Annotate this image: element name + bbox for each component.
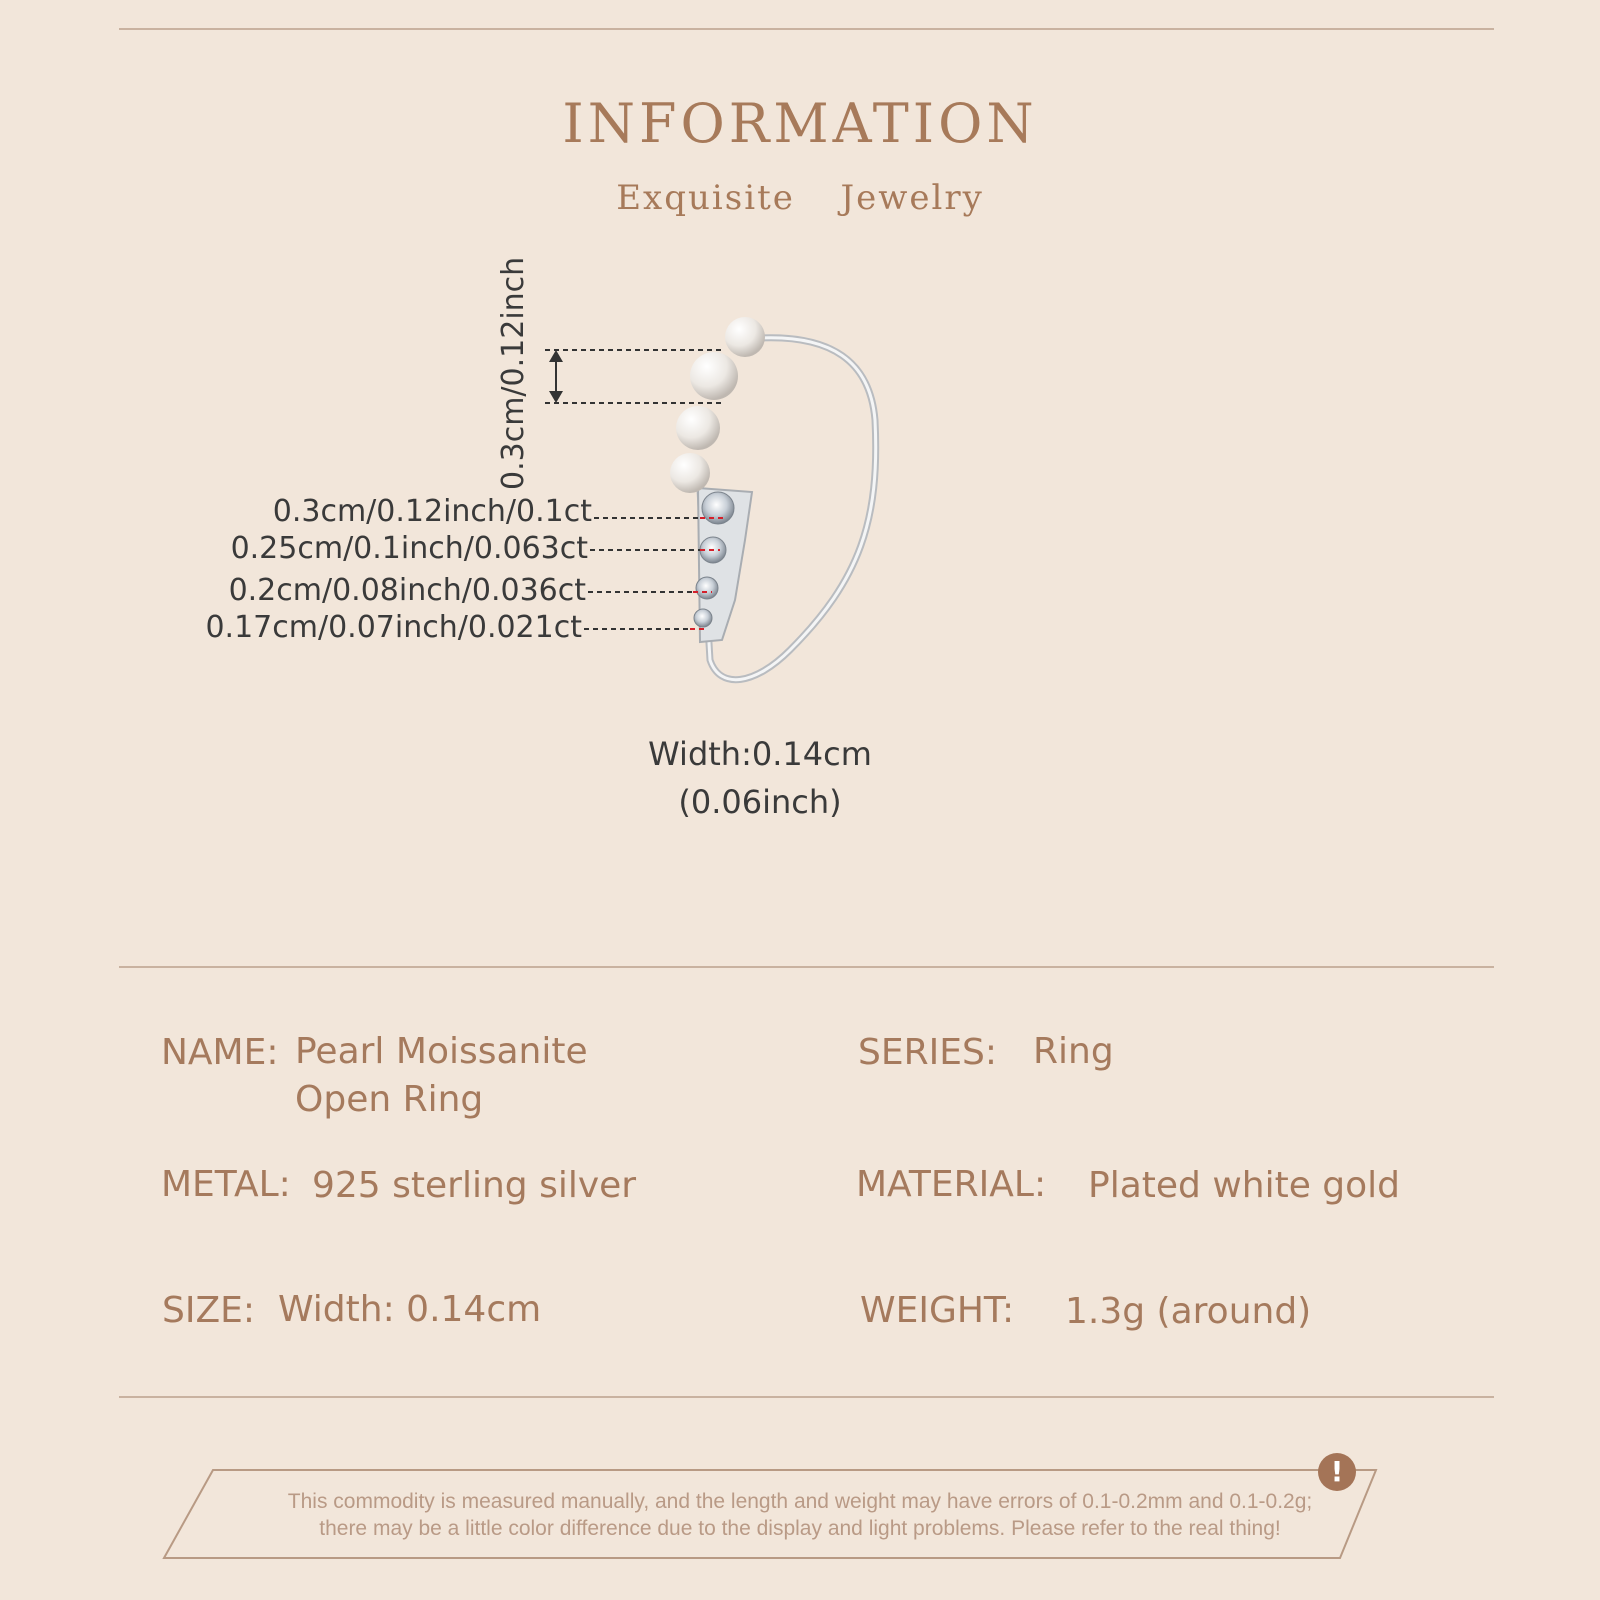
stone-3 (696, 577, 718, 599)
disclaimer-line2: there may be a little color difference due to the display and light problems. Please refer to the real thing! (319, 1517, 1281, 1540)
exclamation-icon: ! (1318, 1453, 1356, 1491)
material-label: MATERIAL: (856, 1164, 1047, 1205)
disclaimer-notice (0, 1488, 1600, 1542)
series-label: SERIES: (858, 1032, 997, 1073)
width-label-line2: (0.06inch) (678, 783, 842, 821)
material-value: Plated white gold (1088, 1165, 1401, 1206)
metal-value: 925 sterling silver (312, 1165, 637, 1206)
name-value-line2: Open Ring (295, 1079, 484, 1120)
weight-value: 1.3g (around) (1065, 1291, 1312, 1332)
page-title: INFORMATION (562, 92, 1038, 155)
width-label-line1: Width:0.14cm (648, 735, 872, 773)
name-value-line1: Pearl Moissanite (295, 1031, 588, 1072)
width-label (600, 730, 920, 826)
stone-4 (694, 609, 712, 627)
weight-label: WEIGHT: (860, 1290, 1015, 1331)
page-subtitle: Exquisite Jewelry (616, 178, 984, 218)
pearl-size-label: 0.3cm/0.12inch (496, 256, 531, 490)
series-value: Ring (1033, 1031, 1114, 1072)
stone-size-label-3: 0.2cm/0.08inch/0.036ct (228, 573, 586, 608)
stone-size-label-4: 0.17cm/0.07inch/0.021ct (205, 610, 582, 645)
pearl-4 (670, 453, 710, 493)
size-label: SIZE: (162, 1290, 256, 1331)
pearl-1 (725, 317, 765, 357)
stone-1 (702, 492, 734, 524)
pearl-3 (676, 406, 720, 450)
disclaimer-line1: This commodity is measured manually, and the length and weight may have errors of 0.1-0.2mm and 0.1-0.2g; (287, 1490, 1313, 1513)
pearl-2 (690, 352, 738, 400)
size-value: Width: 0.14cm (278, 1289, 542, 1330)
stone-size-label-1: 0.3cm/0.12inch/0.1ct (272, 494, 592, 529)
stone-size-label-2: 0.25cm/0.1inch/0.063ct (230, 531, 588, 566)
metal-label: METAL: (161, 1164, 291, 1205)
name-label: NAME: (161, 1032, 279, 1073)
